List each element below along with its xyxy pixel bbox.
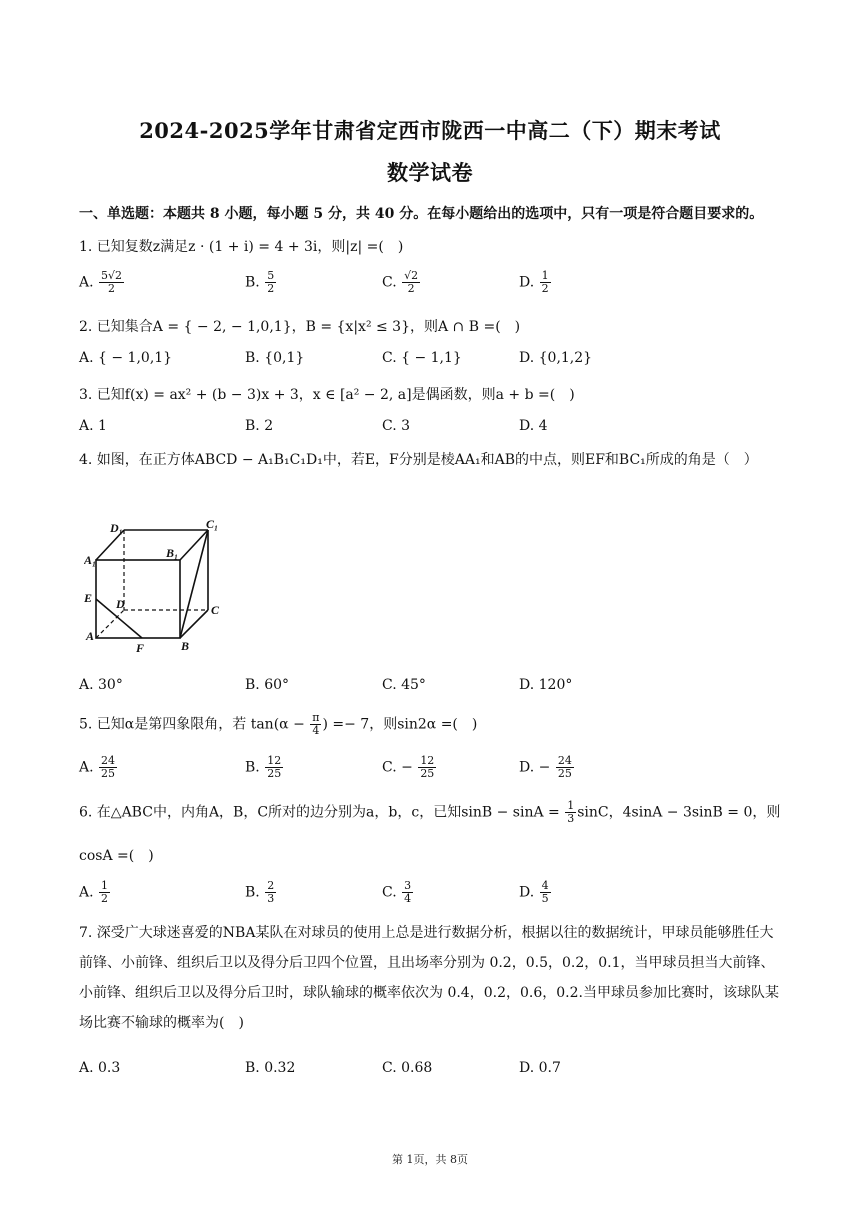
question-3-option-c: C. 3	[382, 418, 411, 434]
label-c1: C₁	[206, 518, 219, 531]
section-header: 一、单选题：本题共 8 小题，每小题 5 分，共 40 分。在每小题给出的选项中，只有一项是符合题目要求的。	[79, 206, 764, 222]
question-5-option-b: B. $\frac{12}{25}$	[245, 754, 282, 780]
question-3-option-b: B. 2	[245, 418, 274, 434]
question-3-stem: 3. 已知f(x) = ax² + (b − 3)x + 3，x ∈ [a² − 2, a]是偶函数，则a + b =( )	[79, 387, 575, 403]
question-2-option-d: D. {0,1,2}	[519, 350, 593, 366]
label-d: D	[116, 597, 125, 611]
question-2-option-b: B. {0,1}	[245, 350, 305, 366]
page-footer: 第 1页，共 8页	[392, 1153, 468, 1166]
question-5-option-c: C. − $\frac{12}{25}$	[382, 754, 435, 780]
question-7-option-c: C. 0.68	[382, 1060, 433, 1076]
question-4-option-a: A. 30°	[79, 677, 123, 693]
question-7-option-a: A. 0.3	[79, 1060, 121, 1076]
question-5-option-a: A. $\frac{24}{25}$	[79, 754, 116, 780]
question-6-option-c: C. $\frac{3}{4}$	[382, 879, 412, 905]
question-5-stem: 5. 已知α是第四象限角，若 tan(α − $\frac{\pi}{4}$ ) =− 7，则sin2α =( )	[79, 711, 478, 737]
question-4-option-b: B. 60°	[245, 677, 290, 693]
question-2-option-c: C. { − 1,1}	[382, 350, 462, 366]
label-a1: A₁	[84, 553, 97, 567]
question-7-option-d: D. 0.7	[519, 1060, 561, 1076]
question-5-option-d: D. − $\frac{24}{25}$	[519, 754, 572, 780]
cube-hidden-edge-a-d	[96, 610, 124, 638]
question-6-stem-line2: cosA =( )	[79, 848, 154, 864]
question-6-option-a: A. $\frac{1}{2}$	[79, 879, 109, 905]
question-6-option-b: B. $\frac{2}{3}$	[245, 879, 275, 905]
segment-bc1	[180, 530, 208, 638]
label-b: B	[181, 639, 190, 653]
question-1-option-c: C. $\frac{√2}{2}$	[382, 269, 419, 295]
question-6-option-d: D. $\frac{4}{5}$	[519, 879, 549, 905]
question-2-stem: 2. 已知集合A = { − 2, − 1,0,1}，B = {x|x² ≤ 3}，则A ∩ B =( )	[79, 319, 521, 335]
question-7-option-b: B. 0.32	[245, 1060, 296, 1076]
question-4-option-d: D. 120°	[519, 677, 573, 693]
question-4-option-c: C. 45°	[382, 677, 426, 693]
cube-front-face	[96, 560, 180, 638]
label-c: C	[211, 603, 220, 617]
exam-subtitle: 数学试卷	[387, 160, 473, 185]
label-d1: D₁	[110, 521, 123, 535]
label-e: E	[84, 591, 93, 605]
label-a: A	[86, 629, 95, 643]
question-2-option-a: A. { − 1,0,1}	[79, 350, 173, 366]
exam-title: 2024-2025学年甘肃省定西市陇西一中高二（下）期末考试	[139, 118, 721, 143]
question-1-option-b: B. $\frac{5}{2}$	[245, 269, 275, 295]
question-1-option-d: D. $\frac{1}{2}$	[519, 269, 549, 295]
question-1-stem: 1. 已知复数z满足z · (1 + i) = 4 + 3i，则|z| =( )	[79, 239, 404, 255]
cube-figure	[84, 518, 224, 658]
question-6-stem: 6. 在△ABC中，内角A，B，C所对的边分别为a，b，c，已知sinB − sinA = $\frac{1}{3}$ sinC，4sinA − 3sinB = 0，则	[79, 799, 781, 825]
question-3-option-a: A. 1	[79, 418, 107, 434]
label-f: F	[136, 641, 145, 655]
question-7-stem: 7. 深受广大球迷喜爱的NBA某队在对球员的使用上总是进行数据分析，根据以往的数据统计，甲球员能够胜任大前锋、小前锋、组织后卫以及得分后卫四个位置，且出场率分别为 0.2，0.5，0.2，0.1，当甲球员担当大前锋、小前锋、组织后卫以及得分后卫时，球队输球的概率依次为 0.4，0.2，0.6，0.2.当甲球员参加比赛时，该球队某场比赛不输球的概率为( )	[79, 925, 779, 1031]
label-b1: B₁	[166, 546, 179, 560]
question-1-option-a: A. $\frac{5√2}{2}$	[79, 269, 123, 295]
question-4-stem: 4. 如图，在正方体ABCD − A₁B₁C₁D₁中，若E，F分别是棱AA₁和AB的中点，则EF和BC₁所成的角是（ ）	[79, 452, 758, 468]
question-3-option-d: D. 4	[519, 418, 548, 434]
